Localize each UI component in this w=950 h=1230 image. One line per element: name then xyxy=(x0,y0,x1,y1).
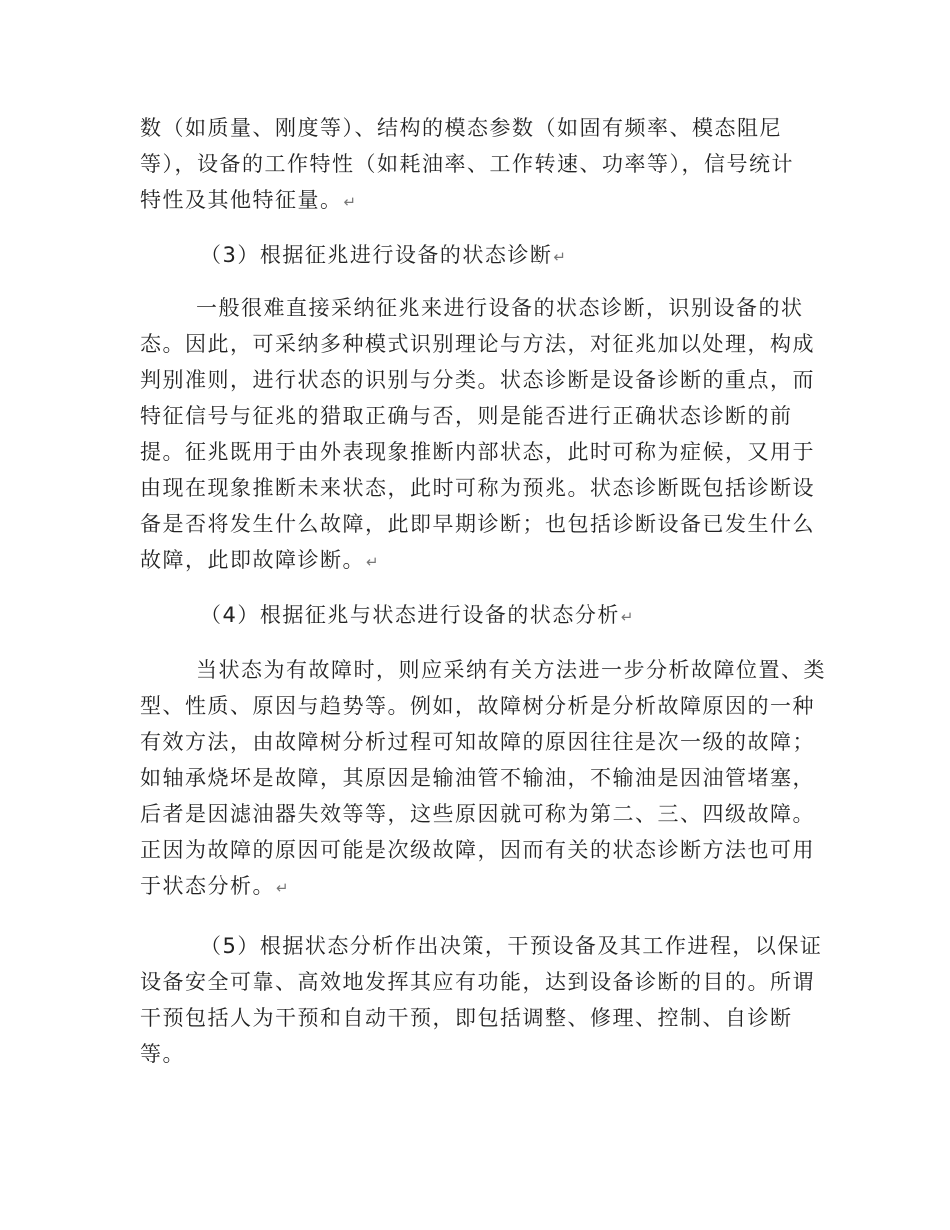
text-line: 后者是因滤油器失效等等，这些原因就可称为第二、三、四级故障。 xyxy=(140,802,815,826)
paragraph-mark-icon: ↵ xyxy=(620,608,634,626)
text-line: 有效方法，由故障树分析过程可知故障的原因往往是次一级的故障； xyxy=(140,730,815,754)
text-line: 于状态分析。↵ xyxy=(140,874,289,898)
text-line: 干预包括人为干预和自动干预，即包括调整、修理、控制、自诊断 xyxy=(140,1006,793,1030)
text-line: 一般很难直接采纳征兆来进行设备的状态诊断，识别设备的状 xyxy=(196,296,804,320)
paragraph-mark-icon: ↵ xyxy=(553,248,566,266)
text-line: 判别准则，进行状态的识别与分类。状态诊断是设备诊断的重点，而 xyxy=(140,368,815,392)
paragraph-mark-icon: ↵ xyxy=(343,193,357,211)
text-line: 故障，此即故障诊断。↵ xyxy=(140,548,379,572)
text-line: 设备安全可靠、高效地发挥其应有功能，达到设备诊断的目的。所谓 xyxy=(140,970,815,994)
text-line: 正因为故障的原因可能是次级故障，因而有关的状态诊断方法也可用 xyxy=(140,838,815,862)
text-line: 特性及其他特征量。↵ xyxy=(140,188,357,212)
text-line: 等），设备的工作特性（如耗油率、工作转速、功率等），信号统计 xyxy=(140,152,794,176)
paragraph-mark-icon: ↵ xyxy=(366,553,379,571)
text-line: 如轴承烧坏是故障，其原因是输油管不输油，不输油是因油管堵塞， xyxy=(140,766,815,790)
section-heading: （4）根据征兆与状态进行设备的状态分析↵ xyxy=(200,603,634,627)
section-heading: （3）根据征兆进行设备的状态诊断↵ xyxy=(200,243,566,267)
text-line: 数（如质量、刚度等）、结构的模态参数（如固有频率、模态阻尼 xyxy=(140,116,782,140)
text-line: 由现在现象推断未来状态，此时可称为预兆。状态诊断既包括诊断设 xyxy=(140,476,815,500)
text-line: 等。 xyxy=(140,1042,185,1066)
text-line: 当状态为有故障时，则应采纳有关方法进一步分析故障位置、类 xyxy=(196,658,826,682)
paragraph-mark-icon: ↵ xyxy=(276,879,289,897)
text-line: 特征信号与征兆的猎取正确与否，则是能否进行正确状态诊断的前 xyxy=(140,404,793,428)
text-line: 备是否将发生什么故障，此即早期诊断；也包括诊断设备已发生什么 xyxy=(140,512,815,536)
text-line: 提。征兆既用于由外表现象推断内部状态，此时可称为症候，又用于 xyxy=(140,440,815,464)
text-line: 型、性质、原因与趋势等。例如，故障树分析是分析故障原因的一种 xyxy=(140,694,815,718)
text-line: 态。因此，可采纳多种模式识别理论与方法，对征兆加以处理，构成 xyxy=(140,332,815,356)
text-line: （5）根据状态分析作出决策，干预设备及其工作进程，以保证 xyxy=(200,934,823,958)
